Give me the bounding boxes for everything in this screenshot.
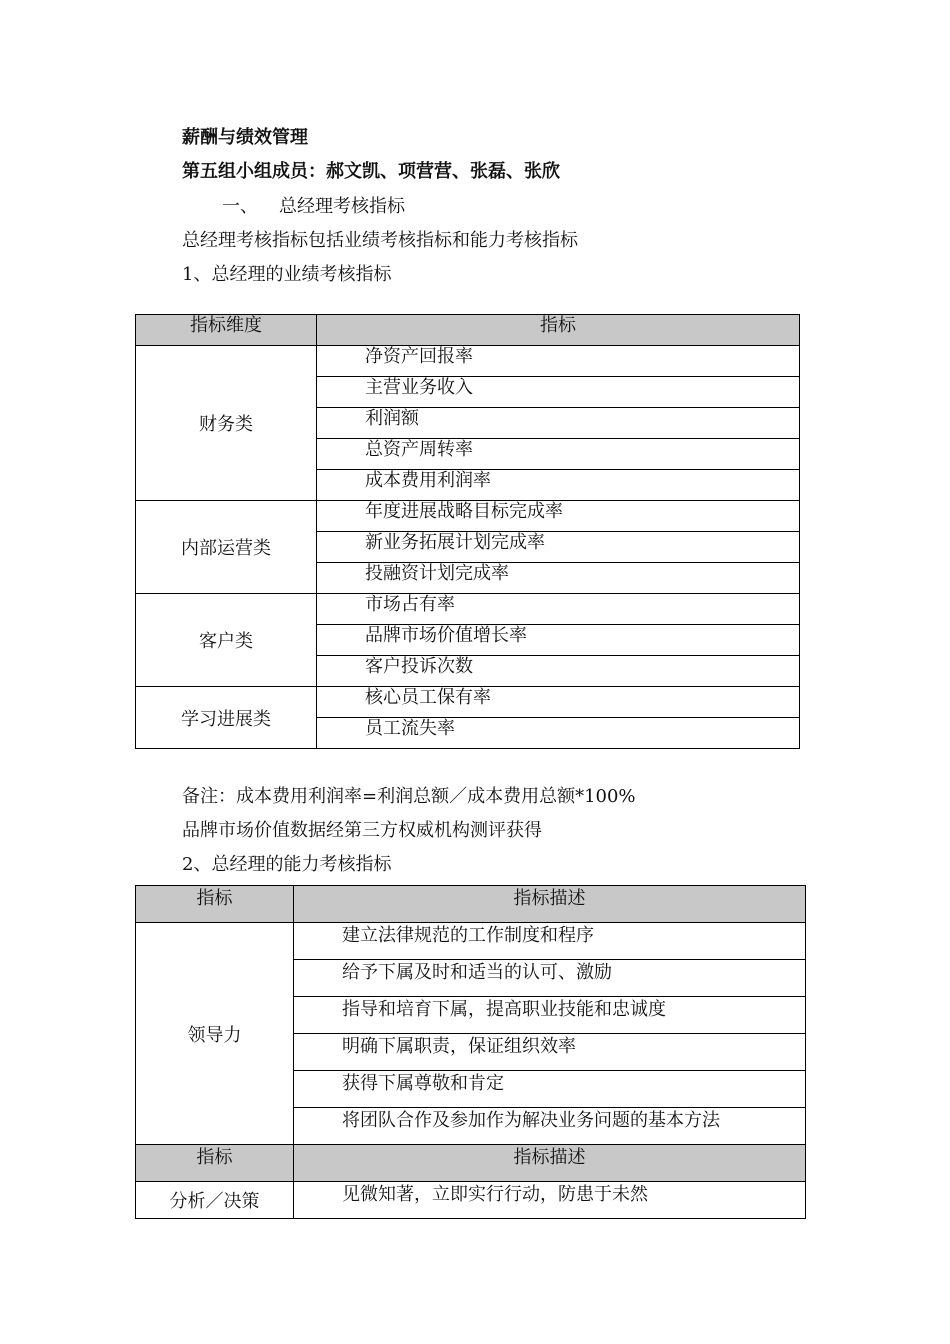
indicator-cell: 员工流失率 [317,718,800,749]
indicator-cell: 新业务拓展计划完成率 [317,532,800,563]
indicator-cell: 投融资计划完成率 [317,563,800,594]
indicator-cell: 获得下属尊敬和肯定 [294,1071,806,1108]
indicator-cell: 主营业务收入 [317,377,800,408]
indicator-cell: 年度进展战略目标完成率 [317,501,800,532]
indicator-cell: 将团队合作及参加作为解决业务问题的基本方法 [294,1108,806,1145]
category-cell: 领导力 [136,923,294,1145]
indicator-cell: 品牌市场价值增长率 [317,625,800,656]
indicator-cell: 利润额 [317,408,800,439]
indicator-cell: 市场占有率 [317,594,800,625]
category-cell: 财务类 [136,346,317,501]
table-row [136,501,800,532]
category-cell: 分析／决策 [136,1182,294,1219]
indicator-cell: 明确下属职责，保证组织效率 [294,1034,806,1071]
note-brand-value: 品牌市场价值数据经第三方权威机构测评获得 [182,820,542,841]
column-header: 指标 [136,886,294,923]
column-header: 指标维度 [136,315,317,346]
indicator-cell: 指导和培育下属，提高职业技能和忠诚度 [294,997,806,1034]
table-row [136,346,800,377]
subsection-1-title: 1、总经理的业绩考核指标 [182,264,392,285]
indicator-cell: 成本费用利润率 [317,470,800,501]
table-row [136,594,800,625]
intro-text: 总经理考核指标包括业绩考核指标和能力考核指标 [182,230,578,251]
column-header: 指标 [317,315,800,346]
column-header: 指标 [136,1145,294,1182]
indicator-cell: 核心员工保有率 [317,687,800,718]
indicator-cell: 建立法律规范的工作制度和程序 [294,923,806,960]
indicator-cell: 客户投诉次数 [317,656,800,687]
table-row [136,923,806,960]
indicator-cell: 给予下属及时和适当的认可、激励 [294,960,806,997]
table-subheader-row [136,1145,806,1182]
category-cell: 客户类 [136,594,317,687]
table-row [136,1182,806,1219]
indicator-cell: 净资产回报率 [317,346,800,377]
team-members: 第五组小组成员：郝文凯、项营营、张磊、张欣 [182,161,560,182]
section-number: 一、 [222,196,258,217]
column-header: 指标描述 [294,886,806,923]
subsection-2-title: 2、总经理的能力考核指标 [182,854,392,875]
performance-indicator-table [135,314,800,749]
indicator-cell: 总资产周转率 [317,439,800,470]
section-title: 总经理考核指标 [279,196,405,217]
category-cell: 内部运营类 [136,501,317,594]
table-row [136,687,800,718]
column-header: 指标描述 [294,1145,806,1182]
indicator-cell: 见微知著，立即实行行动，防患于未然 [294,1182,806,1219]
note-cost-profit: 备注：成本费用利润率=利润总额／成本费用总额*100% [182,786,636,807]
ability-indicator-table [135,885,806,1219]
doc-title: 薪酬与绩效管理 [182,127,308,148]
category-cell: 学习进展类 [136,687,317,749]
